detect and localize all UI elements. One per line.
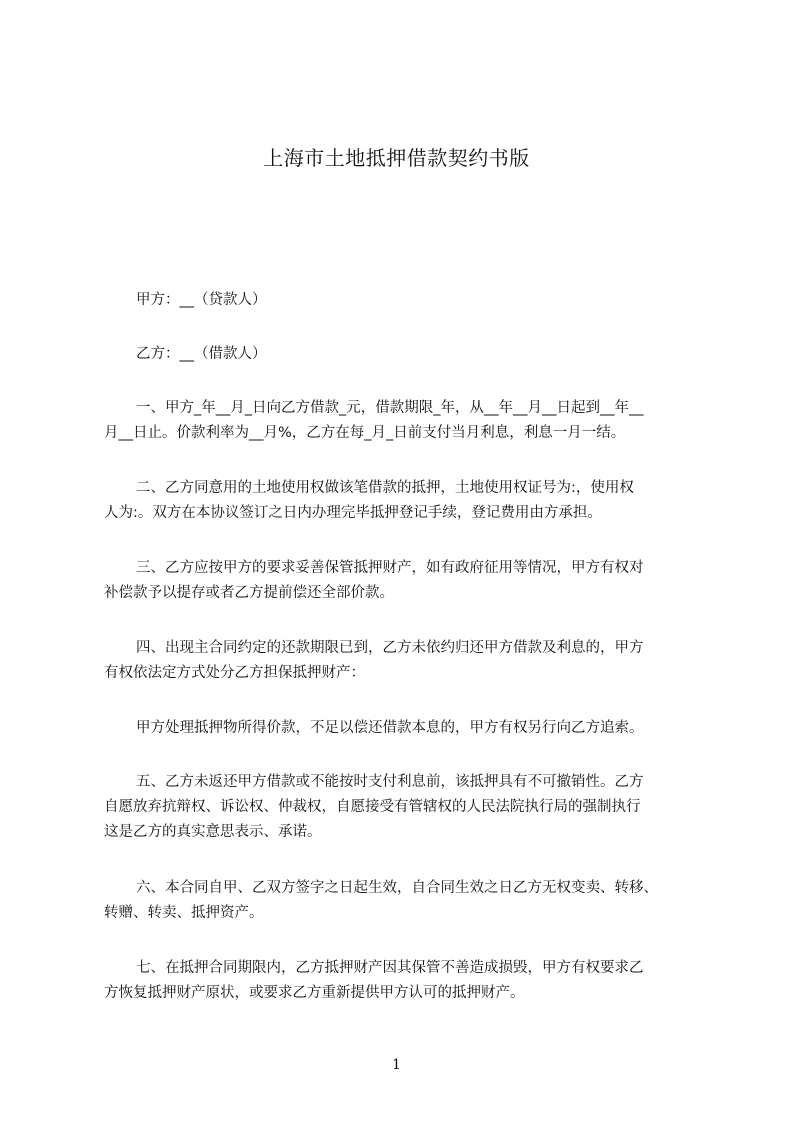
paragraph-line: 五、乙方未返还甲方借款或不能按时支付利息前，该抵押具有不可撤销性。乙方 [136,774,644,790]
clause-5 [104,770,704,845]
paragraph-line: 甲方：__（贷款人） [136,292,267,308]
paragraph-line: 方恢复抵押财产原状，或要求乙方重新提供甲方认可的抵押财产。 [104,985,525,1001]
paragraph-line: 人为:。双方在本协议签订之日内办理完毕抵押登记手续，登记费用由方承担。 [104,505,602,521]
clause-6 [104,876,704,926]
page-number: 1 [392,1057,401,1073]
clause-4-detail [104,716,704,741]
paragraph-line: 这是乙方的真实意思表示、承诺。 [104,824,322,840]
paragraph-line: 二、乙方同意用的土地使用权做该笔借款的抵押，土地使用权证号为:，使用权 [136,480,634,496]
paragraph-line: 七、在抵押合同期限内，乙方抵押财产因其保管不善造成损毁，甲方有权要求乙 [136,960,644,976]
document-title: 上海市土地抵押借款契约书版 [263,146,530,170]
clause-1 [104,396,704,446]
paragraph-line: 四、出现主合同约定的还款期限已到，乙方未依约归还甲方借款及利息的，甲方 [136,640,644,656]
paragraph-line: 月__日止。价款利率为__月%，乙方在每_月_日前支付当月利息，利息一月一结。 [104,425,626,441]
paragraph-line: 转赠、转卖、抵押资产。 [104,905,264,921]
paragraph-line: 甲方处理抵押物所得价款，不足以偿还借款本息的，甲方有权另行向乙方追索。 [136,720,644,736]
paragraph-line: 自愿放弃抗辩权、诉讼权、仲裁权，自愿接受有管辖权的人民法院执行局的强制执行 [104,799,641,815]
paragraph-line: 六、本合同自甲、乙双方签字之日起生效，自合同生效之日乙方无权变卖、转移、 [136,880,658,896]
clause-3 [104,556,704,606]
party-b-line [104,342,704,367]
paragraph-line: 一、甲方_年__月_日向乙方借款_元，借款期限_年，从__年__月__日起到__年__ [136,400,644,416]
paragraph-line: 乙方：__（借款人） [136,346,267,362]
paragraph-line: 三、乙方应按甲方的要求妥善保管抵押财产，如有政府征用等情况，甲方有权对 [136,560,644,576]
clause-2 [104,476,704,526]
paragraph-line: 补偿款予以提存或者乙方提前偿还全部价款。 [104,585,394,601]
clause-4 [104,636,704,686]
clause-7 [104,956,704,1006]
party-a-line [104,288,704,313]
paragraph-line: 有权依法定方式处分乙方担保抵押财产： [104,665,365,681]
